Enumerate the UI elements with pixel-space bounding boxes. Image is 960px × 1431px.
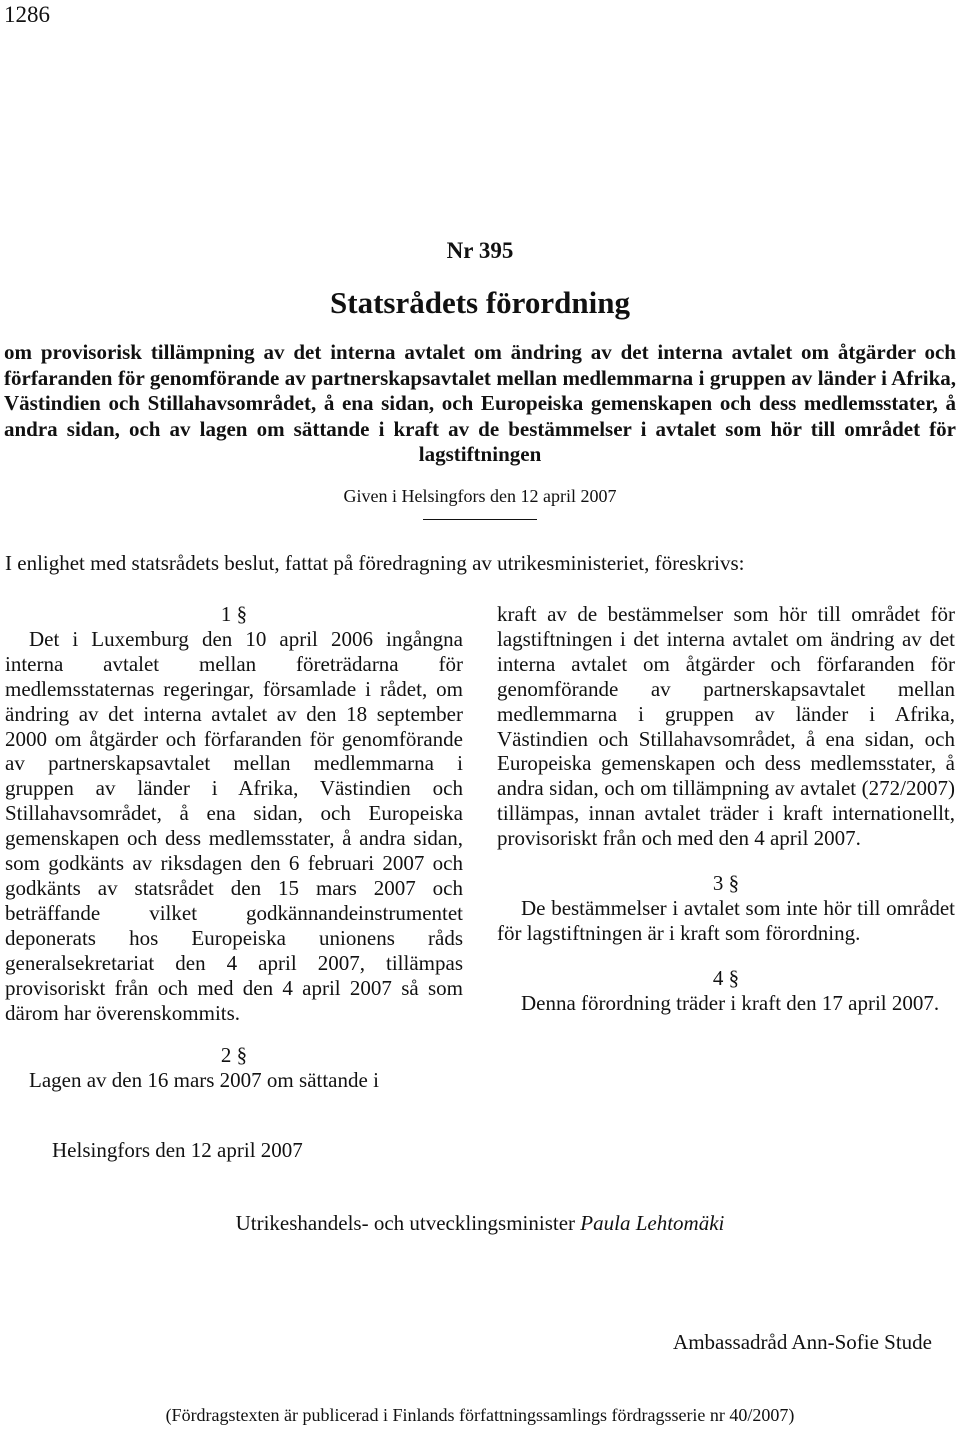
left-column: [5, 602, 463, 1093]
section-4-heading: 4 §: [712, 965, 740, 990]
given-line: Given i Helsingfors den 12 april 2007: [343, 486, 617, 506]
section-3-text: De bestämmelser i avtalet som inte hör till området för lagstiftningen är i kraft som förordning.: [497, 895, 955, 945]
signature-counselor: Ambassadråd Ann-Sofie Stude: [673, 1330, 932, 1354]
section-2-text-start: Lagen av den 16 mars 2007 om sättande i: [29, 1068, 379, 1093]
preamble: I enlighet med statsrådets beslut, fattat på föredragning av utrikesministeriet, föreskrivs:: [5, 551, 745, 575]
section-3-heading: 3 §: [712, 871, 740, 896]
footnote: (Fördragstexten är publicerad i Finlands författningssamlings fördragsserie nr 40/2007): [165, 1405, 795, 1425]
document-number: Nr 395: [446, 238, 514, 263]
section-2-heading: 2 §: [220, 1043, 248, 1068]
section-1-text: Det i Luxemburg den 10 april 2006 ingångna interna avtalet mellan företrädarna för medlemsstaternas regeringar, församlade i rådet, om ändring av det interna avtalet av den 18 september 2000 om åtgärder och förfaranden för genomförande av partnerskapsavtalet mellan medlemmarna i gruppen av länder i Afrika, Västindien och Stillahavsområdet, å ena sidan, och Europeiska gemenskapen och dess medlemsstater, å andra sidan, som godkänts av riksdagen den 6 februari 2007 och godkänts av statsrådet den 15 mars 2007 och beträffande vilket godkännandeinstrumentet deponerats hos Europeiska unionens råds generalsekretariat den 4 april 2007, tillämpas provisoriskt från och med den 4 april 2007 så som därom har överenskommits.: [5, 626, 463, 1025]
section-4-text: Denna förordning träder i kraft den 17 april 2007.: [521, 990, 940, 1015]
section-2-text-continued: kraft av de bestämmelser som hör till området för lagstiftningen i det interna avtalet om ändring av det interna avtalet om åtgärder och förfaranden för genomförande av partnerskapsavtalet mellan medlemmarna i gruppen av länder i Afrika, Västindien och Stillahavsområdet, å ena sidan, och Europeiska gemenskapen och dess medlemsstater, å andra sidan, och om tillämpning av avtalet (272/2007) tillämpas, innan avtalet träder i kraft internationellt, provisoriskt från och med den 4 april 2007.: [497, 602, 955, 851]
section-1-heading: 1 §: [220, 602, 248, 626]
place-and-date: Helsingfors den 12 april 2007: [52, 1138, 303, 1162]
document-subject: om provisorisk tillämpning av det interna avtalet om ändring av det interna avtalet om åtgärder och förfaranden för genomförande av partnerskapsavtalet mellan medlemmarna i gruppen av länder i Afrika, Västindien och Stillahavsområdet, å ena sidan, och Europeiska gemenskapen och dess medlemsstater, å andra sidan, och av lagen om sättande i kraft av de bestämmelser i avtalet som hör till området för lagstiftningen: [4, 340, 956, 467]
signature-minister: [0, 1211, 960, 1236]
page-number: 1286: [4, 2, 50, 27]
divider-rule: [423, 519, 537, 520]
right-column: [497, 602, 955, 1016]
signature-minister-name: Paula Lehtomäki: [580, 1211, 725, 1235]
signature-minister-title: Utrikeshandels- och utvecklingsminister: [235, 1211, 576, 1235]
document-title: Statsrådets förordning: [330, 285, 630, 320]
